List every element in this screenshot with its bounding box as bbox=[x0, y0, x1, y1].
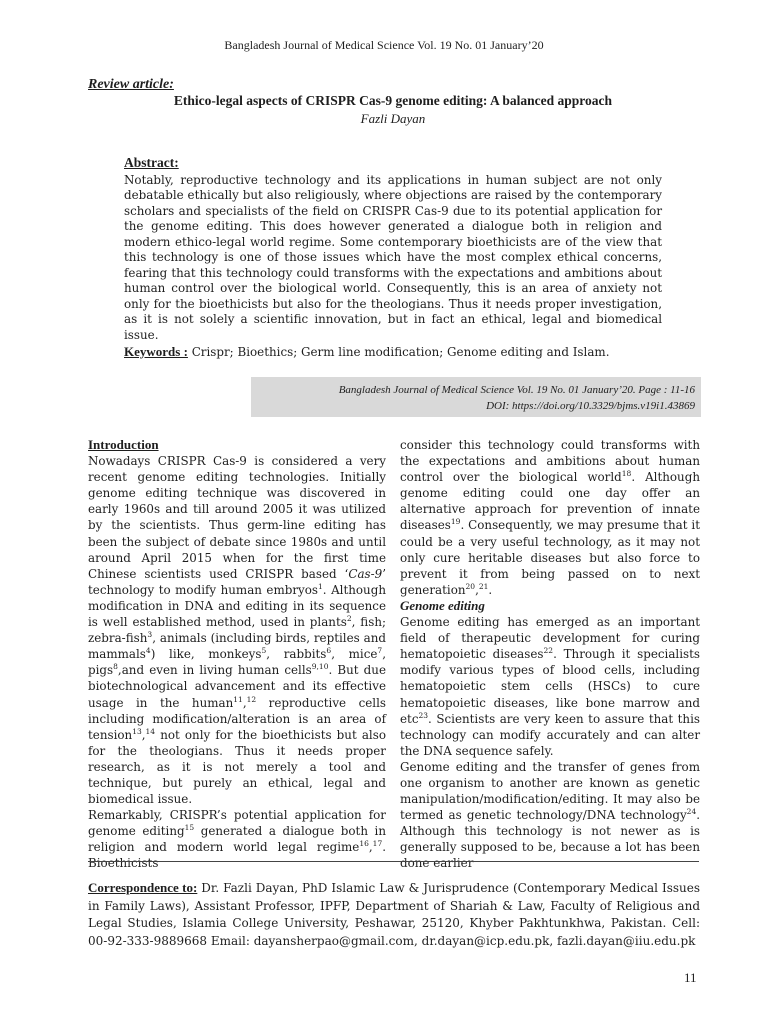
citation-ref: 16 bbox=[359, 839, 369, 849]
paragraph: Genome editing and the transfer of genes from one organism to another are known as genetic manipulation/modification/editing. It may also be termed as genetic technology/DNA technology$^{24}$. Although this technology is not newer as is generally supposed to be, because a lot has been done earlier bbox=[400, 759, 700, 871]
left-column bbox=[88, 437, 386, 872]
correspondence-block bbox=[88, 879, 700, 950]
abstract-body: Notably, reproductive technology and its applications in human subject are not only debatable ethically but also religiously, where objections are raised by the contemporary scholars and specialists of the field on CRISPR Cas-9 due to its potential application for the genome editing. This does however generated a dialogue both in religion and modern ethico-legal world regime. Some contemporary bioethicists are of the view that this technology is one of those issues which have the most complex ethical concerns, fearing that this technology could transforms with the expectations and ambitions about human control over the biological world. Consequently, this is an area of anxiety not only for the bioethicists but also for the theologians. Thus it needs proper investigation, as it is not solely a scientific innovation, but in fact an ethical, legal and biomedical issue. bbox=[124, 172, 662, 342]
right-column bbox=[400, 437, 700, 872]
abstract-heading: Abstract: bbox=[124, 155, 179, 170]
citation-ref: 5 bbox=[261, 646, 267, 656]
section-heading-introduction: Introduction bbox=[88, 437, 159, 452]
citation-ref: 1 bbox=[318, 581, 323, 591]
citation-ref: 7 bbox=[377, 646, 383, 656]
citation-ref: 6 bbox=[326, 646, 332, 656]
citation-ref: 24 bbox=[686, 807, 697, 817]
paragraph: Genome editing has emerged as an important field of therapeutic development for curing hematopoietic diseases$^{22}$. Through it specialists modify various types of blood cells, including hematopoietic stem cells (HSCs) to cure hematopoietic diseases, like bone marrow and etc$^{23}$. Scientists are very keen to assure that this technology can modify accurately and can alter the DNA sequence safely. bbox=[400, 615, 701, 758]
running-head: Bangladesh Journal of Medical Science Vol. 19 No. 01 January’20 bbox=[224, 38, 544, 52]
citation-ref: 13 bbox=[132, 726, 142, 736]
page-number: 11 bbox=[684, 970, 697, 985]
citation-ref: 11 bbox=[233, 694, 243, 704]
citation-ref: 14 bbox=[145, 726, 156, 736]
footnote-divider bbox=[88, 861, 699, 862]
correspondence-text: Dr. Fazli Dayan, PhD Islamic Law & Jurisprudence (Contemporary Medical Issues in Family Laws), Assistant Professor, IPFP, Department of Shariah & Law, Faculty of Religious and Legal Studies, Islamia College University, Peshawar, 25120, Khyber Pakhtunkhwa, Pakistan. Cell: 00-92-333-9889668 Email: dayansherpao@gmail.com, dr.dayan@icp.edu.pk, fazli.dayan@iiu.edu.pk bbox=[88, 881, 700, 948]
article-title: Ethico-legal aspects of CRISPR Cas-9 genome editing: A balanced approach bbox=[173, 93, 613, 108]
citation-ref: 8 bbox=[113, 662, 118, 672]
citation-ref: 12 bbox=[246, 694, 257, 704]
citation-ref: 19 bbox=[450, 517, 461, 527]
citation-ref: 17 bbox=[372, 839, 383, 849]
citation-ref: 4 bbox=[145, 646, 151, 656]
abstract-section bbox=[124, 155, 662, 361]
citation-ref: 9,10 bbox=[311, 662, 329, 672]
citation-ref: 22 bbox=[543, 646, 554, 656]
citation-ref: 18 bbox=[621, 469, 632, 479]
citation-ref: 23 bbox=[418, 710, 429, 720]
keywords-text: Crispr; Bioethics; Germ line modification; Genome editing and Islam. bbox=[191, 345, 610, 359]
citation-ref: 20 bbox=[465, 581, 476, 591]
article-author: Fazli Dayan bbox=[360, 111, 426, 126]
citation-ref: 2 bbox=[346, 614, 352, 624]
citation-ref: 15 bbox=[184, 823, 195, 833]
citation-ref: 3 bbox=[147, 630, 153, 640]
doi-line: DOI: https://doi.org/10.3329/bjms.v19i1.43869 bbox=[486, 400, 695, 412]
paragraph: consider this technology could transforms with the expectations and ambitions about human control over the biological world$^{18}$. Although genome editing could one day offer an alternative approach for prevention of innate diseases$^{19}$. Consequently, we may presume that it could be a very useful technology, as it may not only cure heritable diseases but also force to prevent it from being passed on to next generation$^{20}$,$^{21}$. bbox=[400, 438, 700, 597]
paragraph: Remarkably, CRISPR’s potential application for genome editing$^{15}$ generated a dialogue both in religion and modern world legal regime$^{16}$,$^{17}$. Bioethicists bbox=[88, 808, 386, 871]
keywords-label: Keywords : bbox=[124, 344, 188, 359]
citation-ref: 21 bbox=[478, 581, 489, 591]
article-type-label: Review article: bbox=[88, 77, 174, 92]
correspondence-label: Correspondence to: bbox=[88, 880, 198, 895]
section-heading-genome-editing: Genome editing bbox=[400, 597, 485, 613]
citation-box bbox=[248, 377, 701, 417]
paragraph: Nowadays CRISPR Cas-9 is considered a very recent genome editing technologies. Initially genome editing technique was discovered in early 1960s and till around 2005 it was utilized by the scientists. Thus germ-line editing has been the subject of debate since 1980s and until around April 2015 when for the first time Chinese scientists used CRISPR based ‘Cas-9’ technology to modify human embryos$^1$. Although modification in DNA and editing in its sequence is well established method, used in plants$^2$, fish; zebra-fish$^3$, animals (including birds, reptiles and mammals$^4$) like, monkeys$^5$, rabbits$^6$, mice$^7$, pigs$^8$,and even in living human cells$^{9,10}$. But due biotechnological advancement and its effective usage in the human$^{11}$,$^{12}$ reproductive cells including modification/alteration is an area of tension$^{13}$,$^{14}$ not only for the bioethicists but also for the theologians. Thus it needs proper research, as it is not merely a tool and technique, but purely an ethical, legal and biomedical issue. bbox=[88, 454, 386, 807]
keywords-line bbox=[124, 344, 662, 361]
citation-line: Bangladesh Journal of Medical Science Vol. 19 No. 01 January’20. Page : 11-16 bbox=[338, 384, 695, 396]
